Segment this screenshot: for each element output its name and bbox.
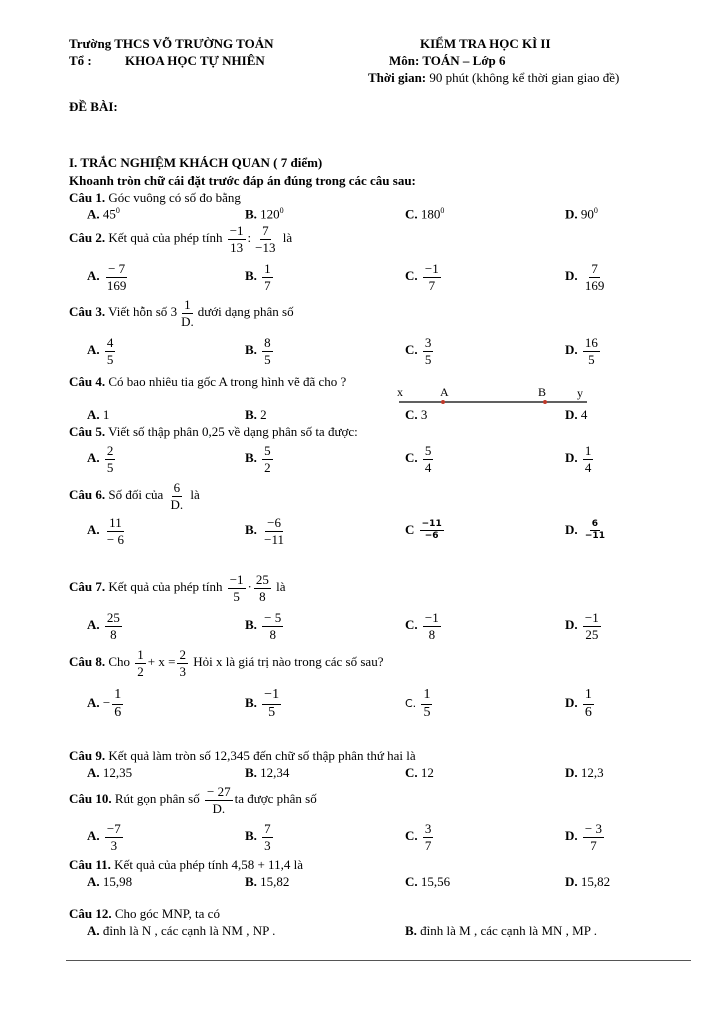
ray-diagram [395,384,595,408]
q6-option-d[interactable]: D. $\frac{6}{-11}$ [565,519,605,542]
dept-name: KHOA HỌC TỰ NHIÊN [125,53,265,68]
q6-option-c[interactable]: C $\frac{-11}{-6}$ [405,519,442,542]
q5-option-d[interactable]: D. $\frac{1}{4}$ [565,443,592,475]
q2-option-d[interactable]: D. $\frac{7}{169}$ [565,261,605,293]
q7-option-b[interactable]: B. $\frac{- 5}{8}$ [245,610,282,642]
q2-option-b[interactable]: B. $\frac{1}{7}$ [245,261,271,293]
subject: Môn: TOÁN – Lớp 6 [389,53,506,68]
q2-option-c[interactable]: C. $\frac{-1}{7}$ [405,261,439,293]
time-value: 90 phút (không kể thời gian giao đề) [429,70,620,85]
q1-option-d[interactable]: D. $90^0$ [565,206,598,222]
school-name: Trường THCS VÕ TRƯỜNG TOẢN [69,36,274,51]
question-11: Câu 11. Kết quả của phép tính 4,58 + 11,4 là [69,857,303,872]
question-6: Câu 6. Số đối của $\frac{6}{D.}$ là [69,480,200,512]
q3-option-c[interactable]: C. $\frac{3}{5}$ [405,335,432,367]
q9-option-d[interactable]: D. 12,3 [565,765,604,780]
q8-option-d[interactable]: D. $\frac{1}{6}$ [565,687,592,720]
q12-option-a[interactable]: A. đỉnh là N , các cạnh là NM , NP . [87,923,276,938]
q1-option-c[interactable]: C. $180^0$ [405,206,445,222]
q5-option-a[interactable]: A. $\frac{2}{5}$ [87,443,114,475]
q1-option-a[interactable]: A. $45^0$ [87,206,120,222]
de-bai: ĐỀ BÀI: [69,99,118,114]
question-12: Câu 12. Cho góc MNP, ta có [69,906,220,921]
instruction: Khoanh tròn chữ cái đặt trước đáp án đúng trong các câu sau: [69,173,416,188]
q2-option-a[interactable]: A. $\frac{- 7}{169}$ [87,261,127,293]
q7-option-d[interactable]: D. $\frac{-1}{25}$ [565,610,599,642]
q4-option-a[interactable]: A. 1 [87,407,110,422]
q12-option-b[interactable]: B. đỉnh là M , các cạnh là MN , MP . [405,923,597,938]
section-title: I. TRẮC NGHIỆM KHÁCH QUAN ( 7 điểm) [69,155,323,170]
q9-option-b[interactable]: B. 12,34 [245,765,290,780]
q3-option-a[interactable]: A. $\frac{4}{5}$ [87,335,114,367]
q5-option-b[interactable]: B. $\frac{5}{2}$ [245,443,271,475]
q9-option-c[interactable]: C. 12 [405,765,434,780]
q10-option-c[interactable]: C. $\frac{3}{7}$ [405,821,432,853]
dept-prefix: Tổ : [69,53,92,68]
question-5: Câu 5. Viết số thập phân 0,25 về dạng phân số ta được: [69,424,358,439]
label-x: x [397,385,403,399]
point-b [543,400,547,404]
q11-option-c[interactable]: C. 15,56 [405,874,451,889]
question-1: Câu 1. Góc vuông có số đo bằng [69,190,241,205]
question-7: Câu 7. Kết quả của phép tính $\frac{-1}{5}$ · $\frac{25}{8}$ là [69,572,286,604]
q6-option-a[interactable]: A. $\frac{11}{- 6}$ [87,515,124,547]
question-2: Câu 2. Kết quả của phép tính $\frac{-1}{13}$ : $\frac{7}{-13}$ là [69,223,293,255]
q9-option-a[interactable]: A. 12,35 [87,765,133,780]
question-3: Câu 3. Viết hỗn số 3 $\frac{1}{D.}$ dưới dạng phân số [69,297,294,329]
time-label: Thời gian: [368,70,427,85]
q10-option-a[interactable]: A. $\frac{-7}{3}$ [87,821,121,853]
q4-option-d[interactable]: D. 4 [565,407,588,422]
bottom-divider [66,960,691,961]
q1-option-b[interactable]: B. $120^0$ [245,206,284,222]
exam-title: KIỂM TRA HỌC KÌ II [420,36,551,51]
label-b: B [538,385,547,399]
q6-option-b[interactable]: B. $\frac{-6}{-11}$ [245,515,285,547]
q5-option-c[interactable]: C. $\frac{5}{4}$ [405,443,432,475]
q10-option-d[interactable]: D. $\frac{- 3}{7}$ [565,821,602,853]
q11-option-d[interactable]: D. 15,82 [565,874,611,889]
q7-option-c[interactable]: C. $\frac{-1}{8}$ [405,610,439,642]
label-y: y [577,386,583,400]
q4-option-b[interactable]: B. 2 [245,407,267,422]
q10-option-b[interactable]: B. $\frac{7}{3}$ [245,821,271,853]
q7-option-a[interactable]: A. $\frac{25}{8}$ [87,610,120,642]
q4-option-c[interactable]: C. 3 [405,407,428,422]
label-a: A [440,385,449,399]
q8-option-c[interactable]: C. $\frac{1}{5}$ [405,687,431,720]
question-4: Câu 4. Có bao nhiêu tia gốc A trong hình vẽ đã cho ? [69,374,347,389]
question-9: Câu 9. Kết quả làm tròn số 12,345 đến chữ số thập phân thứ hai là [69,748,416,763]
q3-option-d[interactable]: D. $\frac{16}{5}$ [565,335,598,367]
time-info [368,70,619,86]
question-8: Câu 8. Cho $\frac{1}{2}$ + x = $\frac{2}{3}$ Hỏi x là giá trị nào trong các số sau? [69,647,384,679]
q11-option-b[interactable]: B. 15,82 [245,874,290,889]
question-10: Câu 10. Rút gọn phân số $\frac{- 27}{D.}$ ta được phân số [69,784,317,816]
point-a [441,400,445,404]
q8-option-a[interactable]: A. − $\frac{1}{6}$ [87,687,122,720]
q3-option-b[interactable]: B. $\frac{8}{5}$ [245,335,271,367]
q11-option-a[interactable]: A. 15,98 [87,874,133,889]
q8-option-b[interactable]: B. $\frac{-1}{5}$ [245,687,280,720]
